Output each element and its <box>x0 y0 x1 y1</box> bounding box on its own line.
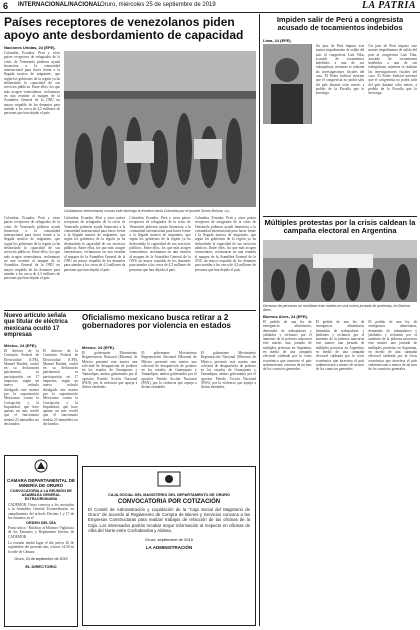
mid-story-text2: El gobernante Movimiento Regeneración Nacional (Morena) de México presentó este martes una solicitud de desaparición de poderes en los estados de Guanajuato y Tamaulipas, ambos gobernados por el opositor Partido Acción Nacional (PAN), por la violencia que aqueja a dichas entidades. <box>141 351 197 390</box>
right-bottom-byline: Buenos Aires, 24 (EFE). <box>263 314 308 319</box>
mid-story-text3: El gobernante Movimiento Regeneración Nacional (Morena) de México presentó este martes una solicitud de desaparición de poderes en los estados de Guanajuato y Tamaulipas, ambos gobernados por el opositor Partido Acción Nacional (PAN), por la violencia que aqueja a dichas entidades. <box>200 351 256 390</box>
main-body-cont: Colombia, Ecuador, Perú y otros países receptores de refugiados de la crisis de Venezuela pidieron ayuda financiera a la comunidad internacional para hacer frente a la llegada masiva de migrantes, que según los gobiernos de la región ya ha desbordado la capacidad de sus servicios públicos. Entre ellos, los que más acogen venezolanos, reclamaron en una reunión al margen de la Asamblea General de la ONU un mayor respaldo de los donantes para atender a los cerca de 4,3 millones de personas que han dejado el país. <box>64 216 126 272</box>
mid-story-text1: El gobernante Movimiento Regeneración Nacional (Morena) de México presentó este martes una solicitud de desaparición de poderes en los estados de Guanajuato y Tamaulipas, ambos gobernados por el opositor Partido Acción Nacional (PAN), por la violencia que aqueja a dichas entidades. <box>82 351 138 390</box>
right-bottom-body <box>263 320 417 624</box>
ad-place: Oruro, 24 de septiembre de 2019 <box>14 556 68 561</box>
right-bottom-headline: Múltiples protestas por la crisis caldean la campaña electoral en Argentina <box>264 218 416 235</box>
fund-body: El Comité de Administración y Liquidación de la "Caja Social del Magisterio de Oruro" de acuerdo al Reglamento de Compra de Bienes y Servicios convoca a las Empresas Constructoras para realizar trabajos de refacción de las oficinas de la Caja. Los interesados podrán recabar mayor información al respecto en oficinas de Alba del Norte entre Cochabamba y Aldana. <box>88 507 250 533</box>
ad-item2: La reunión tendrá lugar el día jueves 26 de septiembre del presente año, a horas 14:30 en la sede de Cámara. <box>8 541 74 554</box>
ad-orden: ORDEN DEL DÍA <box>26 521 56 526</box>
crowd-bridge-photo <box>64 51 256 207</box>
ad-sign: EL DIRECTORIO <box>25 563 57 569</box>
protest-photo-caption: Decenas de personas se movilizan este martes en una nueva jornada de protestas, en Buenos Aires. <box>263 304 411 312</box>
lawmaker-photo <box>263 44 312 124</box>
main-byline: Naciones Unidas, 24 (EFE). <box>4 45 56 50</box>
ad-org: CÁMARA DEPARTAMENTAL DE MINERÍA DE ORURO <box>7 478 75 488</box>
main-photo <box>64 51 256 207</box>
main-body-cont2: Colombia, Ecuador, Perú y otros países receptores de refugiados de la crisis de Venezuela pidieron ayuda financiera a la comunidad internacional para hacer frente a la llegada masiva de migrantes, que según los gobiernos de la región ya ha desbordado la capacidad de sus servicios públicos. Entre ellos, los que más acogen venezolanos, reclamaron en una reunión al margen de la Asamblea General de la ONU un mayor respaldo de los donantes para atender a los cerca de 4,3 millones de personas que han dejado el país. <box>129 216 191 272</box>
fund-title: CONVOCATORIA POR COTIZACIÓN <box>117 499 221 505</box>
mining-chamber-ad <box>4 455 78 627</box>
ad-body: CADEMOR, Oruro convoca a los asociados a la Asamblea General Extraordinaria, en cumplimiento del artículo Decimo 1 y 17 de los estatutos en el. <box>8 503 74 520</box>
newspaper-logo: LA PATRIA <box>361 0 416 11</box>
right-top-text1: Un juez de Perú impuso este martes impedimento de salida del país al congresista Luis Yika, acusado de tocamientos indebidos a una de sus trabajadoras, mientras se realizan las investigaciones fiscales del caso. El Poder Judicial informó que el congresista no podrá salir del país durante ocho meses, a pedido de la Fiscalía que lo investiga. <box>315 44 365 96</box>
right-top-text2: Un juez de Perú impuso este martes impedimento de salida del país al congresista Luis Yika, acusado de tocamientos indebidos a una de sus trabajadoras, mientras se realizan las investigaciones fiscales del caso. El Poder Judicial informó que el congresista no podrá salir del país durante ocho meses, a pedido de la Fiscalía que lo investiga. <box>368 44 418 96</box>
ad-item1: Punto único.- Ratificar al Ministro Vigilancia de los Estatutos y Reglamento Interno de CADEMOR. <box>8 526 74 539</box>
left-story-text: El director de la Comisión Federal de Electricidad (CFE), Manuel Bartlett, ocultó en su declaración patrimonial su participación en 17 empresas, según un nuevo artículo divulgado este martes por la organización Mexicanos contra la Corrupción y la Impunidad, que hace apenas un mes reveló que el funcionario tendría 23 inmuebles no declarados. <box>4 349 39 427</box>
fund-place: Oruro, septiembre de 2019 <box>145 537 193 543</box>
chamber-logo <box>5 459 77 478</box>
section-name: INTERNACIONAL/NACIONAL <box>18 2 101 8</box>
main-body-cont3: Colombia, Ecuador, Perú y otros países receptores de refugiados de la crisis de Venezuela pidieron ayuda financiera a la comunidad internacional para hacer frente a la llegada masiva de migrantes, que según los gobiernos de la región ya ha desbordado la capacidad de sus servicios públicos. Entre ellos, los que más acogen venezolanos, reclamaron en una reunión al margen de la Asamblea General de la ONU un mayor respaldo de los donantes para atender a los cerca de 4,3 millones de personas que han dejado el país. <box>194 216 256 272</box>
right-bottom-text1: El pedido de una ley de emergencia alimentaria, demandas de trabajadores y jubilados y reclamos por el aumento de la pobreza marcaron este martes una jornada de múltiples protestas en Argentina, en medio de una campaña electoral caldeada por la crisis económica que atraviesa el país sudamericano a menos de un mes de los comicios generales. <box>263 320 312 372</box>
teachers-fund-ad <box>82 466 256 626</box>
fund-logo <box>83 470 255 493</box>
protest-photo <box>263 240 417 302</box>
mid-story-byline: México, 24 (EFE). <box>82 345 115 350</box>
page-header <box>0 0 420 13</box>
mid-story-body <box>82 351 256 463</box>
main-body-b: Colombia, Ecuador, Perú y otros países receptores de refugiados de la crisis de Venezuela pidieron ayuda financiera a la comunidad internacional para hacer frente a la llegada masiva de migrantes, que según los gobiernos de la región ya ha desbordado la capacidad de sus servicios públicos. Entre ellos, los que más acogen venezolanos, reclamaron en una reunión al margen de la Asamblea General de la ONU un mayor respaldo de los donantes para atender a los cerca de 4,3 millones de personas que han dejado el país. <box>4 216 60 281</box>
right-top-headline: Impiden salir de Perú a congresista acusado de tocamientos indebidos <box>276 15 404 32</box>
main-photo-caption: Ciudadanos venezolanos cruzan este domingo la frontera hacia Colombia por el puente Simón Bolívar, La... <box>64 209 232 213</box>
ad-subtitle: CONVOCATORIA A LA REUNIÓN DE ASAMBLEA GENERAL EXTRAORDINARIA <box>10 489 72 501</box>
right-bottom-text3: El pedido de una ley de emergencia alimentaria, demandas de trabajadores y jubilados y reclamos por el aumento de la pobreza marcaron este martes una jornada de múltiples protestas en Argentina, en medio de una campaña electoral caldeada por la crisis económica que atraviesa el país sudamericano a menos de un mes de los comicios generales. <box>368 320 418 372</box>
right-top-byline: Lima, 24 (EFE). <box>263 38 292 43</box>
right-divider <box>263 216 417 217</box>
right-top-body <box>263 44 417 212</box>
fund-sign: LA ADMINISTRACIÓN <box>145 545 193 551</box>
fund-org: CAJA SOCIAL DEL MAGISTERIO DEL DEPARTAMENTO DE ORURO <box>108 493 230 497</box>
divider <box>4 310 256 311</box>
page-date: Oruro, miércoles 25 de septiembre de 2019 <box>100 2 216 8</box>
main-body-col1 <box>4 51 60 211</box>
main-body: Colombia, Ecuador, Perú y otros países receptores de refugiados de la crisis de Venezuela pidieron ayuda financiera a la comunidad internacional para hacer frente a la llegada masiva de migrantes, que según los gobiernos de la región ya ha desbordado la capacidad de sus servicios públicos. Entre ellos, los que más acogen venezolanos, reclamaron en una reunión al margen de la Asamblea General de la ONU un mayor respaldo de los donantes para atender a los cerca de 4,3 millones de personas que han dejado el país. <box>4 51 60 116</box>
left-story-headline: Nuevo artículo señala que titular de eléctrica mexicana ocultó 17 empresas <box>4 313 68 338</box>
left-story-body <box>4 349 78 451</box>
left-story-byline: México, 24 (EFE). <box>4 343 37 348</box>
page-number: 6 <box>3 1 9 11</box>
left-story-text2: El director de la Comisión Federal de Electricidad (CFE), Manuel Bartlett, ocultó en su declaración patrimonial su participación en 17 empresas, según un nuevo artículo divulgado este martes por la organización Mexicanos contra la Corrupción y la Impunidad, que hace apenas un mes reveló que el funcionario tendría 23 inmuebles no declarados. <box>43 349 78 427</box>
main-body-lower <box>64 216 256 306</box>
main-body-col1b <box>4 216 60 306</box>
right-bottom-text2: El pedido de una ley de emergencia alimentaria, demandas de trabajadores y jubilados y reclamos por el aumento de la pobreza marcaron este martes una jornada de múltiples protestas en Argentina, en medio de una campaña electoral caldeada por la crisis económica que atraviesa el país sudamericano a menos de un mes de los comicios generales. <box>315 320 365 372</box>
main-headline: Países receptores de venezolanos piden apoyo ante desbordamiento de capacidad <box>4 15 244 42</box>
mid-story-headline: Oficialismo mexicano busca retirar a 2 gobernadores por violencia en estados <box>82 313 231 331</box>
column-rule <box>259 14 260 626</box>
